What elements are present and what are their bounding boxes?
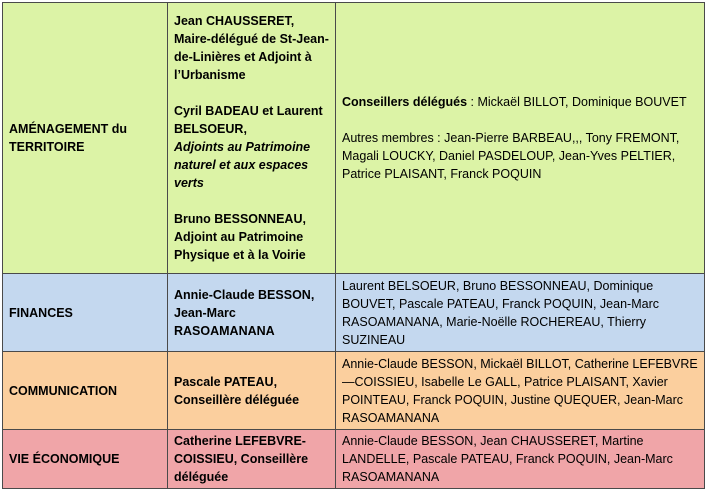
lead-badeau-belsoeur-role: Adjoints au Patrimoine naturel et aux espaces verts [174, 140, 311, 190]
theme-cell: VIE ÉCONOMIQUE [3, 430, 168, 489]
row-amenagement [3, 3, 705, 274]
leads-cell: Catherine LEFEBVRE-COISSIEU, Conseillère déléguée [168, 430, 336, 489]
lead-badeau-belsoeur: Cyril BADEAU et Laurent BELSOEUR, [174, 104, 323, 136]
commissions-table [2, 2, 705, 489]
delegates-line: Conseillers délégués : Mickaël BILLOT, Dominique BOUVET [342, 95, 687, 109]
members-cell: Laurent BELSOEUR, Bruno BESSONNEAU, Dominique BOUVET, Pascale PATEAU, Franck POQUIN, Jean-Marc RASOAMANANA, Marie-Noëlle ROCHEREAU, Thierry SUZINEAU [336, 274, 705, 352]
theme-cell: COMMUNICATION [3, 352, 168, 430]
leads-cell: Annie-Claude BESSON, Jean-Marc RASOAMANANA [168, 274, 336, 352]
delegates-names: Mickaël BILLOT, Dominique BOUVET [477, 95, 687, 109]
members-cell [336, 3, 705, 274]
lead-chausseret: Jean CHAUSSERET, Maire-délégué de St-Jean-de-Linières et Adjoint à l’Urbanisme [174, 14, 329, 82]
lead-bessonneau: Bruno BESSONNEAU, Adjoint au Patrimoine Physique et à la Voirie [174, 212, 306, 262]
row-finances [3, 274, 705, 352]
theme-cell: AMÉNAGEMENT du TERRITOIRE [3, 3, 168, 274]
row-communication [3, 352, 705, 430]
row-vie-economique [3, 430, 705, 489]
members-cell: Annie-Claude BESSON, Jean CHAUSSERET, Martine LANDELLE, Pascale PATEAU, Franck POQUIN, Jean-Marc RASOAMANANA [336, 430, 705, 489]
leads-cell: Pascale PATEAU, Conseillère déléguée [168, 352, 336, 430]
theme-cell: FINANCES [3, 274, 168, 352]
members-cell: Annie-Claude BESSON, Mickaël BILLOT, Catherine LEFEBVRE—COISSIEU, Isabelle Le GALL, Patrice PLAISANT, Xavier POINTEAU, Franck POQUIN, Justine QUEQUER, Jean-Marc RASOAMANANA [336, 352, 705, 430]
delegates-label: Conseillers délégués [342, 95, 468, 109]
leads-cell [168, 3, 336, 274]
other-members: Autres membres : Jean-Pierre BARBEAU,,, Tony FREMONT, Magali LOUCKY, Daniel PASDELOUP, Jean-Yves PELTIER, Patrice PLAISANT, Franck POQUIN [342, 131, 680, 181]
